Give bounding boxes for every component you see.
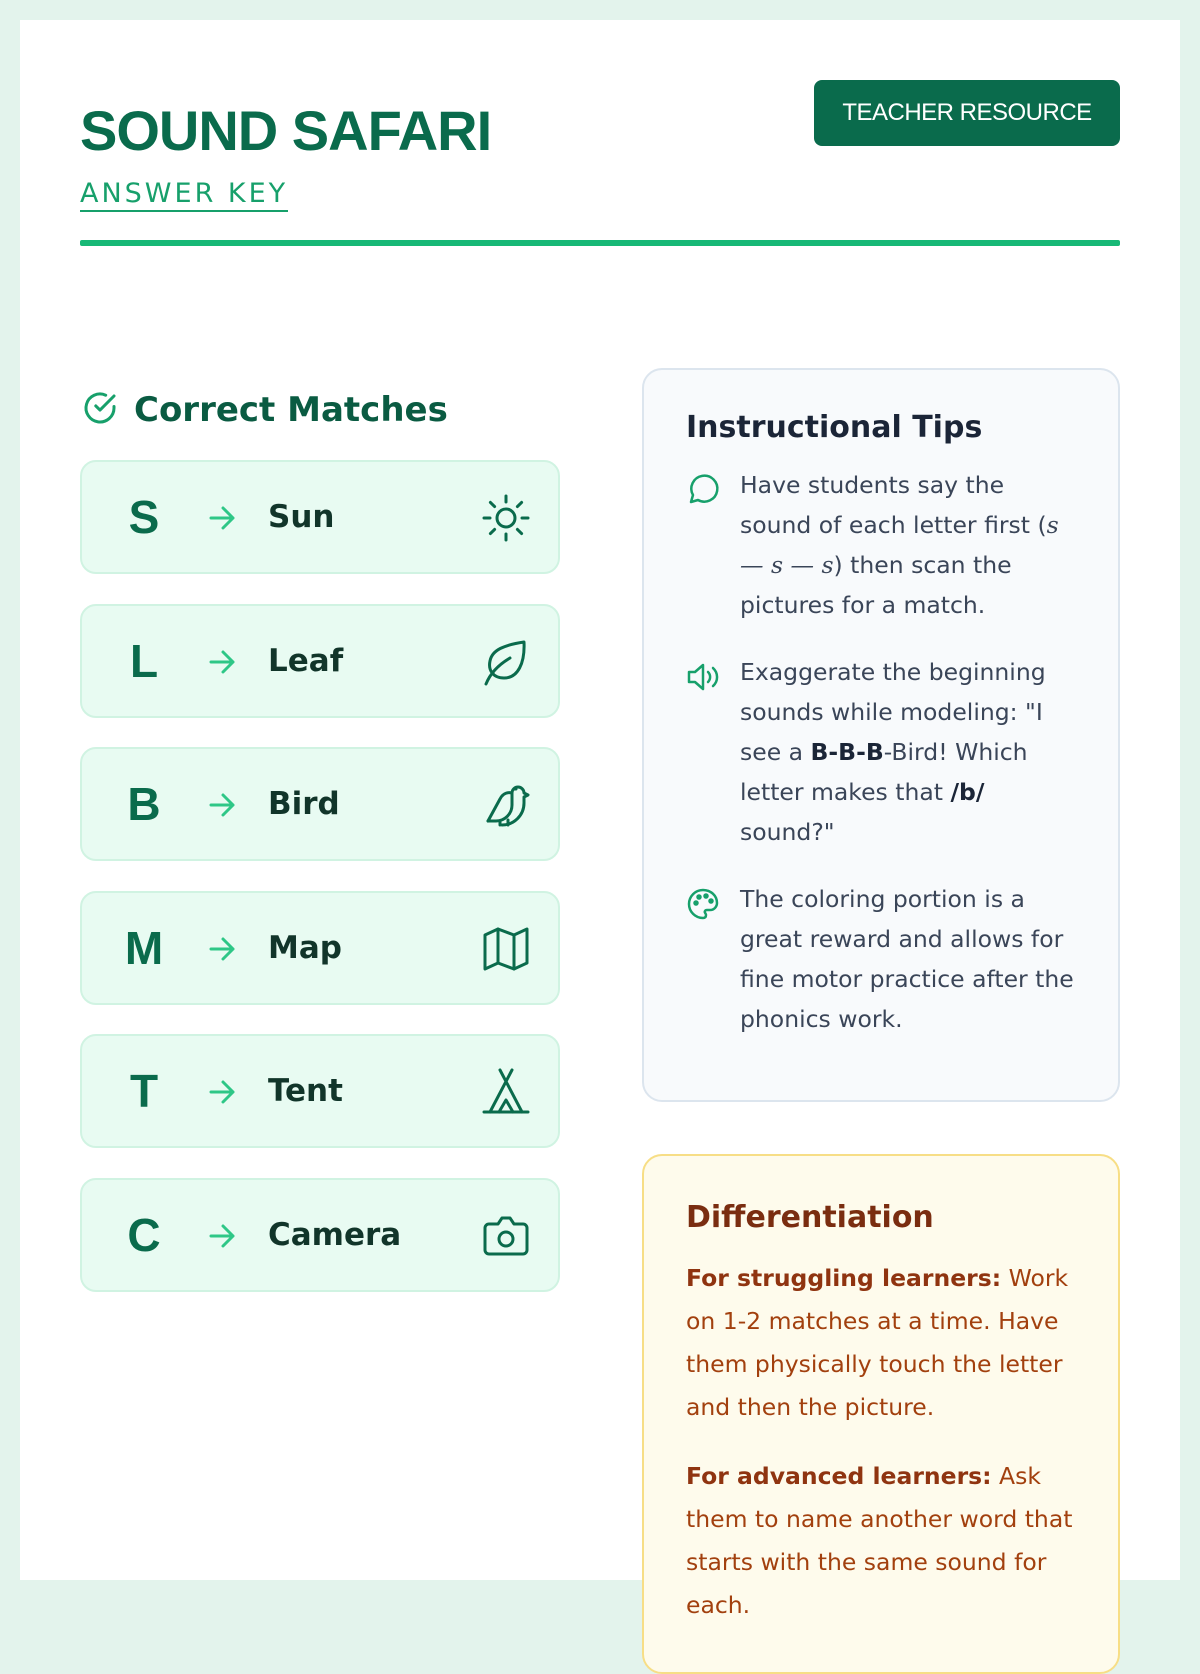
tip-text: Have students say the sound of each letter first (s — s — s) then scan the pictures for a match. — [740, 471, 1059, 619]
match-letter: B — [127, 778, 161, 830]
match-card-s[interactable] — [80, 460, 560, 574]
match-card-b[interactable] — [80, 747, 560, 861]
arrow-right-icon — [206, 646, 238, 682]
match-card-m[interactable] — [80, 891, 560, 1005]
tip-text: Exaggerate the beginning sounds while modeling: "I see a B-B-B-Bird! Which letter makes that /b/ sound?" — [740, 658, 1046, 846]
palette-icon — [686, 879, 722, 1039]
match-letter: M — [124, 921, 164, 974]
tip-item — [686, 652, 1078, 852]
match-word: Bird — [268, 786, 340, 822]
correct-matches-heading — [80, 388, 448, 432]
tip-text: The coloring portion is a great reward and allows for fine motor practice after the phonics work. — [740, 885, 1074, 1033]
arrow-right-icon — [206, 1220, 238, 1256]
leaf-icon — [480, 636, 532, 692]
match-word: Sun — [268, 499, 335, 535]
match-word: Camera — [268, 1216, 402, 1253]
worksheet-page — [20, 20, 1180, 1619]
instructional-tips-panel — [642, 368, 1120, 1102]
match-letter: L — [129, 634, 159, 687]
match-letter: C — [127, 1208, 161, 1261]
match-letter: T — [129, 1065, 159, 1117]
advanced-learners-text: For advanced learners: Ask them to name another word that starts with the same sound for each. — [686, 1462, 1073, 1619]
match-list — [80, 460, 560, 1321]
differentiation-panel — [642, 1154, 1120, 1674]
speaker-icon — [686, 652, 722, 852]
arrow-right-icon — [206, 1076, 238, 1112]
tip-item — [686, 879, 1078, 1039]
arrow-right-icon — [206, 933, 238, 969]
header-divider — [80, 240, 1120, 246]
bird-icon — [480, 779, 532, 835]
arrow-right-icon — [206, 789, 238, 825]
speech-bubble-icon — [686, 465, 722, 625]
match-letter: S — [128, 491, 160, 543]
check-circle-icon — [80, 388, 120, 432]
sun-icon — [480, 492, 532, 548]
tent-icon — [480, 1066, 532, 1122]
match-card-t[interactable] — [80, 1034, 560, 1148]
arrow-right-icon — [206, 502, 238, 538]
match-card-c[interactable] — [80, 1178, 560, 1292]
tip-item — [686, 465, 1078, 625]
match-card-l[interactable] — [80, 604, 560, 718]
map-icon — [480, 923, 532, 979]
differentiation-heading: Differentiation — [686, 1200, 934, 1235]
camera-icon — [480, 1210, 532, 1266]
struggling-learners-text: For struggling learners: Work on 1-2 matches at a time. Have them physically touch the letter and then the picture. — [686, 1264, 1069, 1421]
match-word: Leaf — [268, 642, 344, 679]
tips-heading: Instructional Tips — [686, 410, 983, 445]
match-word: Map — [268, 929, 342, 966]
page-title: SOUND SAFARI — [80, 99, 492, 162]
teacher-resource-badge[interactable]: TEACHER RESOURCE — [814, 80, 1120, 146]
math-expression: s — s — s — [740, 511, 1059, 579]
page-subtitle: ANSWER KEY — [80, 178, 288, 212]
match-word: Tent — [268, 1073, 343, 1109]
correct-matches-title: Correct Matches — [134, 390, 448, 430]
